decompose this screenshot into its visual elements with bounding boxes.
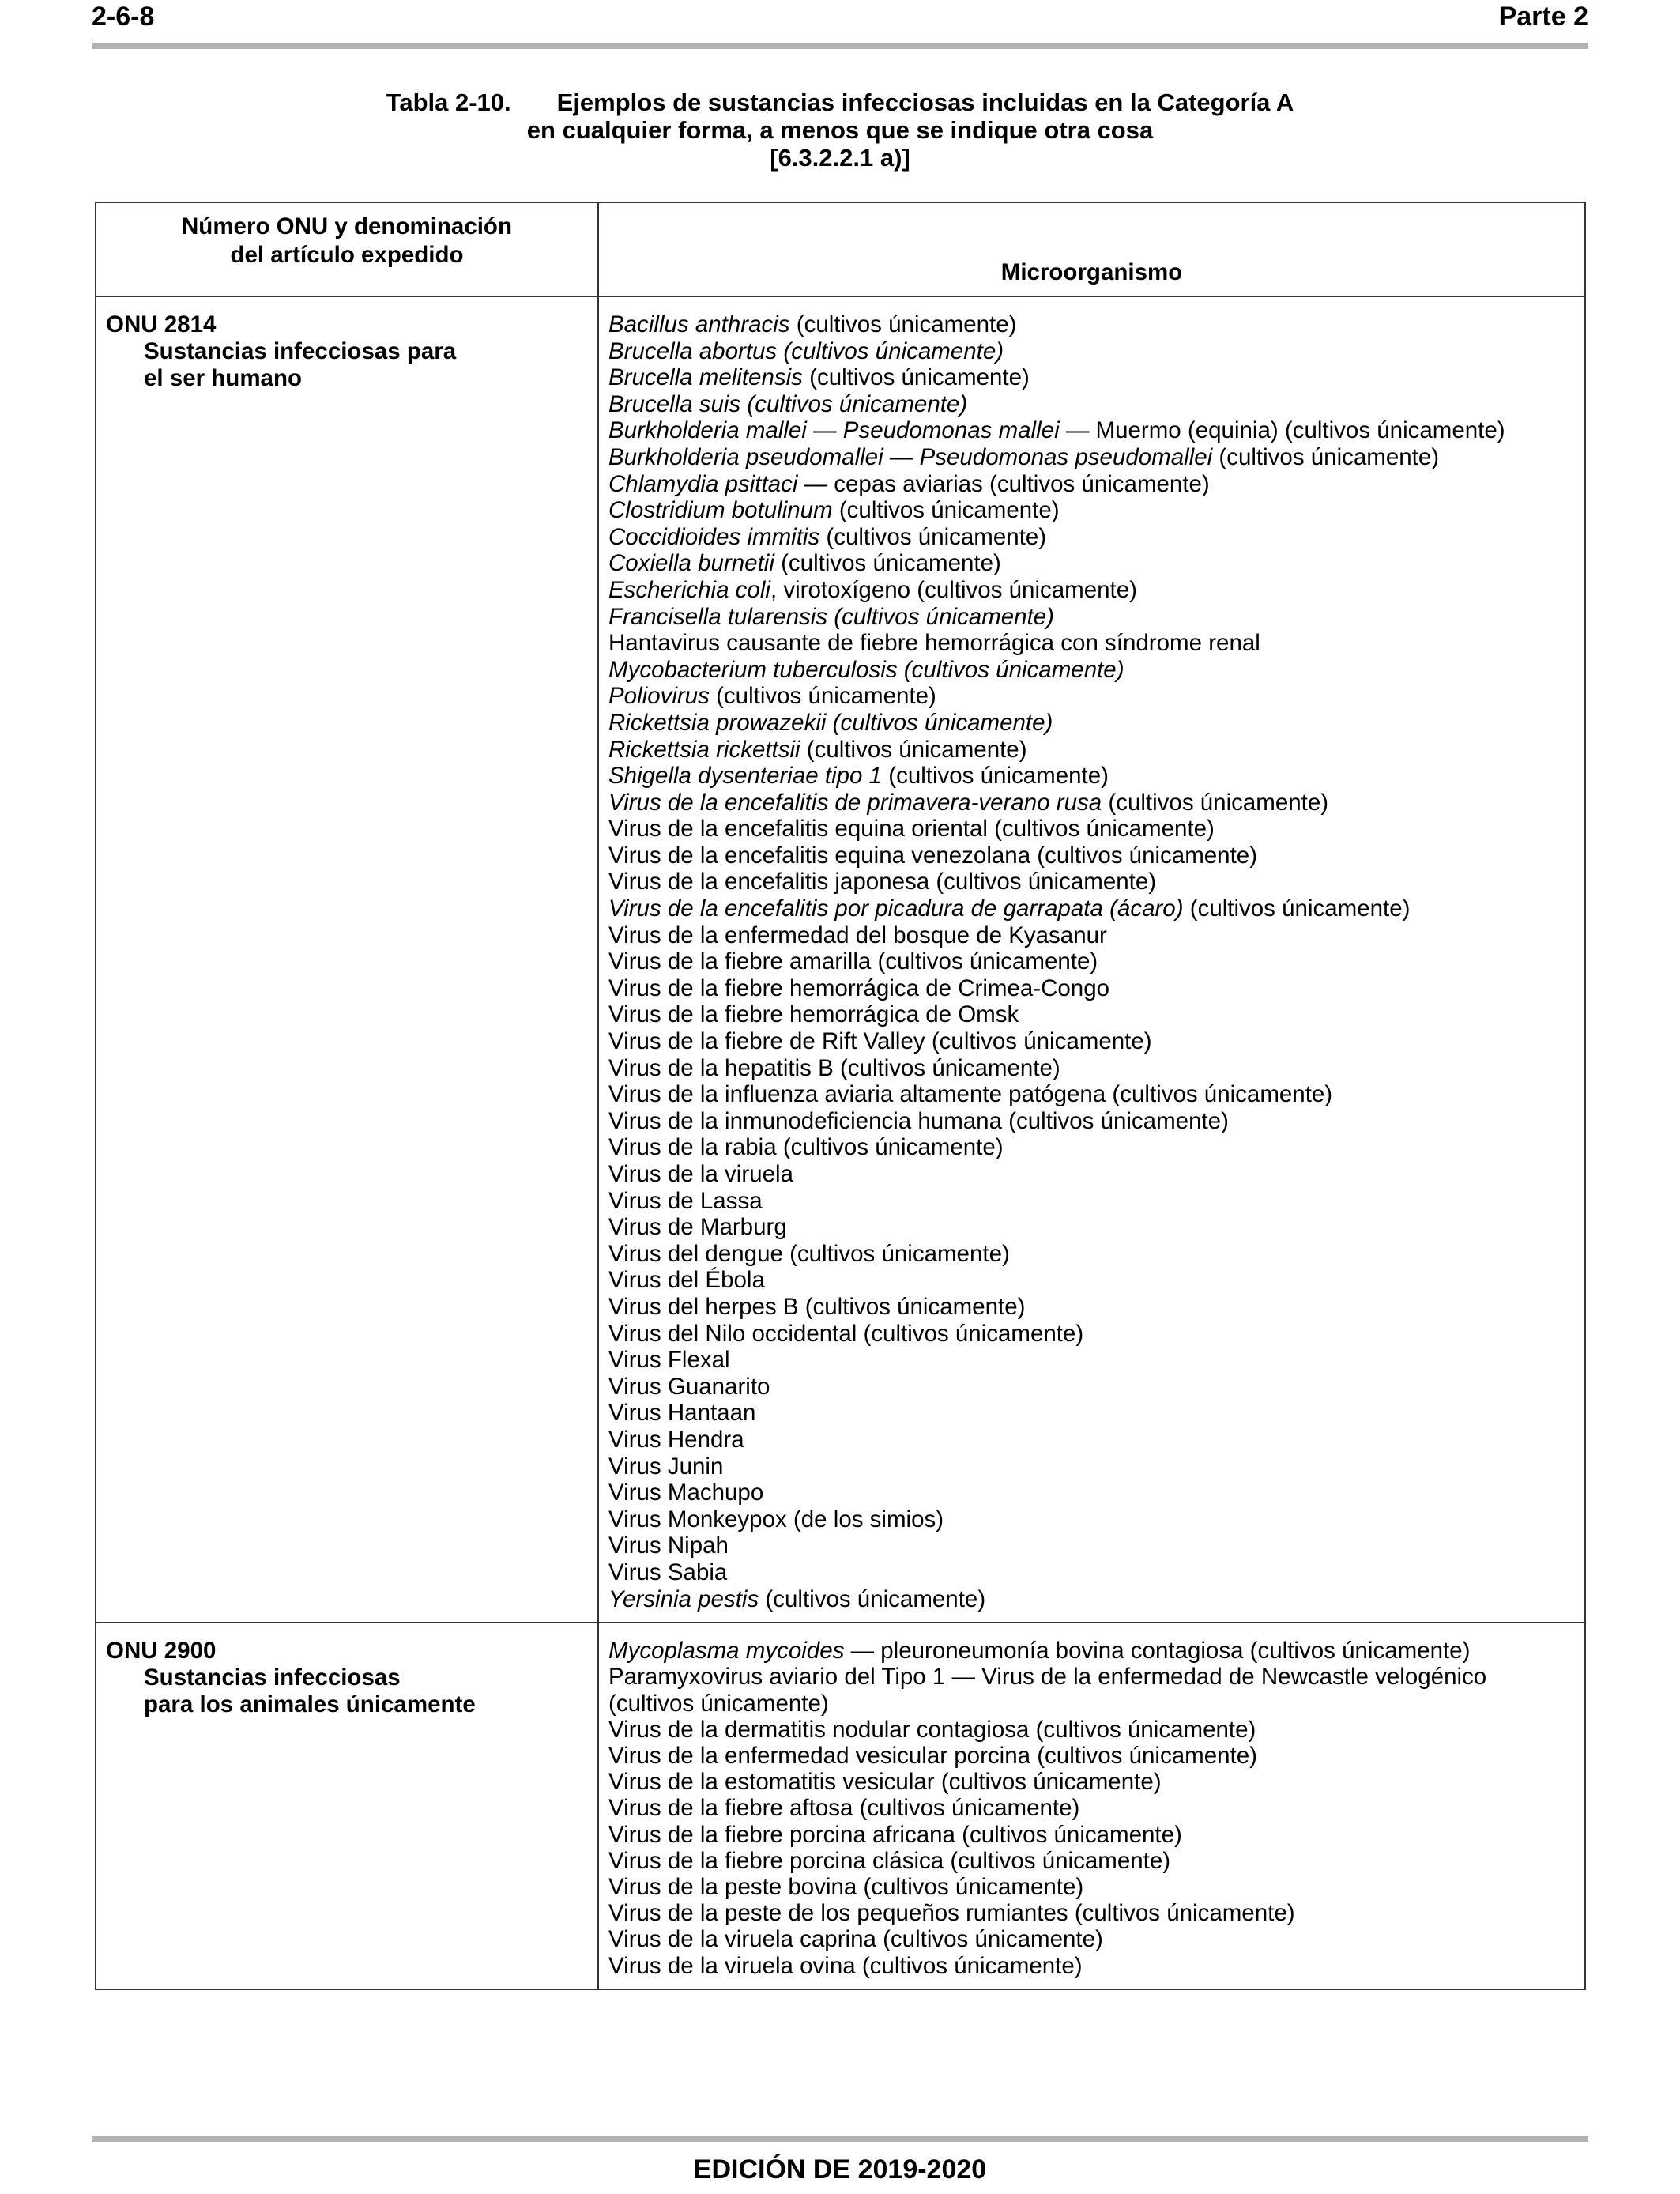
microorganism-item <box>608 1506 1575 1533</box>
item-text: Virus de la fiebre aftosa (cultivos únicamente) <box>608 1795 1080 1822</box>
microorganism-item <box>608 1427 1575 1453</box>
item-text: (cultivos únicamente) <box>1212 443 1440 470</box>
item-text: Virus de la enfermedad vesicular porcina (cultivos únicamente) <box>608 1742 1257 1769</box>
microorganism-item <box>608 1267 1575 1294</box>
item-text: — <box>883 443 920 470</box>
microorganism-item <box>608 550 1575 577</box>
species-name: Clostridium botulinum <box>608 497 833 524</box>
species-name: Brucella abortus (cultivos únicamente) <box>608 337 1004 364</box>
microorganism-item <box>608 1822 1575 1848</box>
item-text: Virus de la enfermedad del bosque de Kyasanur <box>608 922 1107 948</box>
microorganism-item <box>608 471 1575 498</box>
item-text: — cepas aviarias (cultivos únicamente) <box>797 470 1210 497</box>
item-text: Virus del dengue (cultivos únicamente) <box>608 1240 1010 1267</box>
microorganism-item <box>608 1134 1575 1161</box>
item-text: (cultivos únicamente) <box>800 736 1027 763</box>
item-text: Virus Guanarito <box>608 1373 770 1400</box>
microorganism-item <box>608 922 1575 949</box>
microorganism-item <box>608 1874 1575 1900</box>
item-text: Virus de Lassa <box>608 1187 763 1214</box>
species-name: Mycoplasma mycoides <box>608 1638 845 1664</box>
species-name: Brucella melitensis <box>608 364 803 391</box>
item-text: Virus de la viruela ovina (cultivos únicamente) <box>608 1952 1083 1979</box>
microorganism-item <box>608 790 1575 816</box>
microorganism-item <box>608 497 1575 524</box>
item-text: (cultivos únicamente) <box>1183 895 1411 922</box>
footer-rule <box>92 2136 1588 2142</box>
un-number: ONU 2900 <box>106 1638 217 1664</box>
species-name: Francisella tularensis (cultivos únicamente) <box>608 603 1055 630</box>
caption-reference: [6.3.2.2.1 a)] <box>770 144 910 172</box>
item-text: (cultivos únicamente) <box>802 364 1030 391</box>
substances-table <box>95 202 1586 1990</box>
item-text: (cultivos únicamente) <box>832 497 1060 524</box>
microorganism-item <box>608 1453 1575 1480</box>
microorganism-item <box>608 1081 1575 1108</box>
microorganism-item <box>608 391 1575 418</box>
item-text: Virus del Ébola <box>608 1267 765 1294</box>
header-rule <box>92 43 1588 49</box>
item-text: (cultivos únicamente) <box>819 523 1047 550</box>
species-name: Virus de la encefalitis por picadura de garrapata (ácaro) <box>608 895 1184 922</box>
microorganism-item <box>608 1400 1575 1427</box>
species-name: Coccidioides immitis <box>608 523 820 550</box>
item-text: Virus de la encefalitis equina oriental (cultivos únicamente) <box>608 816 1215 843</box>
item-text: Virus Flexal <box>608 1347 730 1374</box>
species-name: Yersinia pestis <box>608 1585 759 1612</box>
microorganism-item <box>608 1214 1575 1241</box>
item-text: (cultivos únicamente) <box>1102 789 1329 816</box>
item-text: Virus de la rabia (cultivos únicamente) <box>608 1134 1004 1161</box>
microorganism-item <box>608 816 1575 843</box>
item-text: Virus del Nilo occidental (cultivos únicamente) <box>608 1320 1084 1347</box>
microorganism-item <box>608 1900 1575 1926</box>
item-text: (cultivos únicamente) <box>882 763 1109 790</box>
un-cell <box>96 1623 598 1989</box>
caption-line-2: en cualquier forma, a menos que se indique otra cosa <box>526 116 1154 144</box>
un-cell <box>96 296 598 1623</box>
microorganism-item <box>608 1532 1575 1559</box>
caption-line-1 <box>0 89 1680 116</box>
item-text: Virus Hantaan <box>608 1400 756 1427</box>
item-text: Virus de la dermatitis nodular contagiosa (cultivos únicamente) <box>608 1716 1256 1743</box>
species-name: Burkholderia pseudomallei <box>608 443 883 470</box>
microorganism-item <box>608 895 1575 922</box>
table-row <box>96 1623 1585 1989</box>
item-text: Virus de la hepatitis B (cultivos únicamente) <box>608 1054 1060 1081</box>
item-text: Virus de la estomatitis vesicular (cultivos únicamente) <box>608 1769 1162 1796</box>
microorganism-item <box>608 737 1575 763</box>
item-text: (cultivos únicamente) <box>789 311 1017 337</box>
microorganism-item <box>608 604 1575 631</box>
item-text: — Muermo (equinia) (cultivos únicamente) <box>1059 417 1505 444</box>
un-name-line-2: el ser humano <box>144 365 303 391</box>
microorganism-item <box>608 1188 1575 1215</box>
microorganism-item <box>608 1108 1575 1135</box>
table-header-row <box>96 202 1585 296</box>
item-text: Hantavirus causante de fiebre hemorrágica con síndrome renal <box>608 630 1260 657</box>
item-text: Virus Hendra <box>608 1426 744 1453</box>
microorganism-item <box>608 1480 1575 1506</box>
microorganism-item <box>608 524 1575 551</box>
microorganism-item <box>608 630 1575 657</box>
microorganism-item <box>608 311 1575 338</box>
table-row <box>96 296 1585 1623</box>
species-name: Rickettsia prowazekii (cultivos únicamente) <box>608 709 1053 736</box>
microorganism-item <box>608 1848 1575 1874</box>
page-number: 2-6-8 <box>92 2 155 32</box>
item-text: Virus de la fiebre amarilla (cultivos únicamente) <box>608 948 1098 975</box>
item-text: Virus de la fiebre hemorrágica de Crimea-Congo <box>608 974 1110 1001</box>
item-text: Virus de Marburg <box>608 1214 787 1241</box>
microorganism-item <box>608 1769 1575 1795</box>
item-text: Virus de la fiebre porcina clásica (cultivos únicamente) <box>608 1847 1171 1874</box>
microorganism-item <box>608 710 1575 737</box>
caption-title: Ejemplos de sustancias infecciosas incluidas en la Categoría A <box>556 89 1294 116</box>
microorganism-item <box>608 1717 1575 1743</box>
un-name-line-1: Sustancias infecciosas <box>144 1664 401 1691</box>
microorganism-item <box>608 1055 1575 1082</box>
item-text: Virus Nipah <box>608 1532 729 1559</box>
item-text: (cultivos únicamente) <box>774 550 1001 577</box>
item-text: Virus Machupo <box>608 1480 764 1506</box>
species-name: Chlamydia psittaci <box>608 470 798 497</box>
item-text: — pleuroneumonía bovina contagiosa (cultivos únicamente) <box>844 1638 1471 1664</box>
microorganism-item <box>608 1374 1575 1400</box>
item-text: Virus de la viruela caprina (cultivos únicamente) <box>608 1926 1103 1953</box>
microorganism-item <box>608 1028 1575 1055</box>
microorganism-item <box>608 1241 1575 1268</box>
microorganism-item <box>608 1664 1575 1716</box>
microorganism-item <box>608 1743 1575 1769</box>
item-text: Virus de la peste bovina (cultivos únicamente) <box>608 1873 1084 1900</box>
species-name: Virus de la encefalitis de primavera-verano rusa <box>608 789 1102 816</box>
microorganism-item <box>608 1559 1575 1586</box>
microorganism-item <box>608 1638 1575 1664</box>
microorganism-item <box>608 1795 1575 1821</box>
item-text: Virus del herpes B (cultivos únicamente) <box>608 1293 1026 1320</box>
species-name: Pseudomonas mallei <box>842 417 1060 444</box>
item-text: Virus de la fiebre de Rift Valley (cultivos únicamente) <box>608 1028 1152 1055</box>
header-un-line-2: del artículo expedido <box>230 242 464 268</box>
species-name: Pseudomonas pseudomallei <box>919 443 1213 470</box>
table-number: Tabla 2-10. <box>386 89 511 116</box>
un-name-line-2: para los animales únicamente <box>144 1691 476 1718</box>
microorganism-item <box>608 338 1575 365</box>
microorganism-list <box>598 296 1585 1623</box>
item-text: Virus Monkeypox (de los simios) <box>608 1506 944 1532</box>
microorganism-item <box>608 843 1575 869</box>
header-un-number <box>96 202 598 296</box>
item-text: , virotoxígeno (cultivos únicamente) <box>770 576 1137 603</box>
species-name: Escherichia coli <box>608 576 770 603</box>
microorganism-item <box>608 1586 1575 1613</box>
item-text: Virus de la encefalitis japonesa (cultivos únicamente) <box>608 869 1157 895</box>
species-name: Coxiella burnetii <box>608 550 774 577</box>
page-header <box>92 0 1588 49</box>
microorganism-item <box>608 1926 1575 1952</box>
microorganism-item <box>608 577 1575 604</box>
microorganism-item <box>608 763 1575 790</box>
species-name: Rickettsia rickettsii <box>608 736 800 763</box>
species-name: Brucella suis (cultivos únicamente) <box>608 390 968 417</box>
species-name: Burkholderia mallei <box>608 417 807 444</box>
microorganism-item <box>608 1347 1575 1374</box>
item-text: — <box>806 417 843 444</box>
item-text: Virus de la fiebre porcina africana (cultivos únicamente) <box>608 1821 1182 1848</box>
item-text: Paramyxovirus aviario del Tipo 1 — Virus de la enfermedad de Newcastle velogénico (cultivos únicamente) <box>608 1664 1487 1717</box>
item-text: Virus Sabia <box>608 1559 728 1585</box>
un-name-line-1: Sustancias infecciosas para <box>144 338 457 364</box>
species-name: Bacillus anthracis <box>608 311 790 337</box>
part-label: Parte 2 <box>1498 2 1588 32</box>
microorganism-item <box>608 1953 1575 1979</box>
microorganism-list <box>598 1623 1585 1989</box>
item-text: Virus de la influenza aviaria altamente patógena (cultivos únicamente) <box>608 1081 1333 1108</box>
species-name: Shigella dysenteriae tipo 1 <box>608 763 883 790</box>
item-text: (cultivos únicamente) <box>709 683 936 710</box>
microorganism-item <box>608 869 1575 895</box>
edition-footer: EDICIÓN DE 2019-2020 <box>693 2154 987 2185</box>
item-text: Virus de la peste de los pequeños rumiantes (cultivos únicamente) <box>608 1900 1295 1927</box>
header-un-line-1: Número ONU y denominación <box>182 213 512 239</box>
item-text: Virus de la fiebre hemorrágica de Omsk <box>608 1001 1019 1028</box>
microorganism-item <box>608 444 1575 471</box>
microorganism-item <box>608 683 1575 710</box>
header-microorganism: Microorganismo <box>598 202 1585 296</box>
table-caption <box>0 89 1680 172</box>
item-text: Virus Junin <box>608 1453 724 1480</box>
species-name: Poliovirus <box>608 683 710 710</box>
item-text: Virus de la viruela <box>608 1161 793 1187</box>
item-text: (cultivos únicamente) <box>759 1585 986 1612</box>
microorganism-item <box>608 1001 1575 1028</box>
microorganism-item <box>608 948 1575 975</box>
microorganism-item <box>608 975 1575 1002</box>
microorganism-item <box>608 1294 1575 1321</box>
item-text: Virus de la inmunodeficiencia humana (cultivos únicamente) <box>608 1107 1229 1134</box>
species-name: Mycobacterium tuberculosis (cultivos únicamente) <box>608 656 1124 683</box>
microorganism-item <box>608 364 1575 391</box>
microorganism-item <box>608 1321 1575 1348</box>
microorganism-item <box>608 417 1575 444</box>
microorganism-item <box>608 657 1575 684</box>
item-text: Virus de la encefalitis equina venezolana (cultivos únicamente) <box>608 842 1258 869</box>
microorganism-item <box>608 1161 1575 1188</box>
un-number: ONU 2814 <box>106 311 217 337</box>
